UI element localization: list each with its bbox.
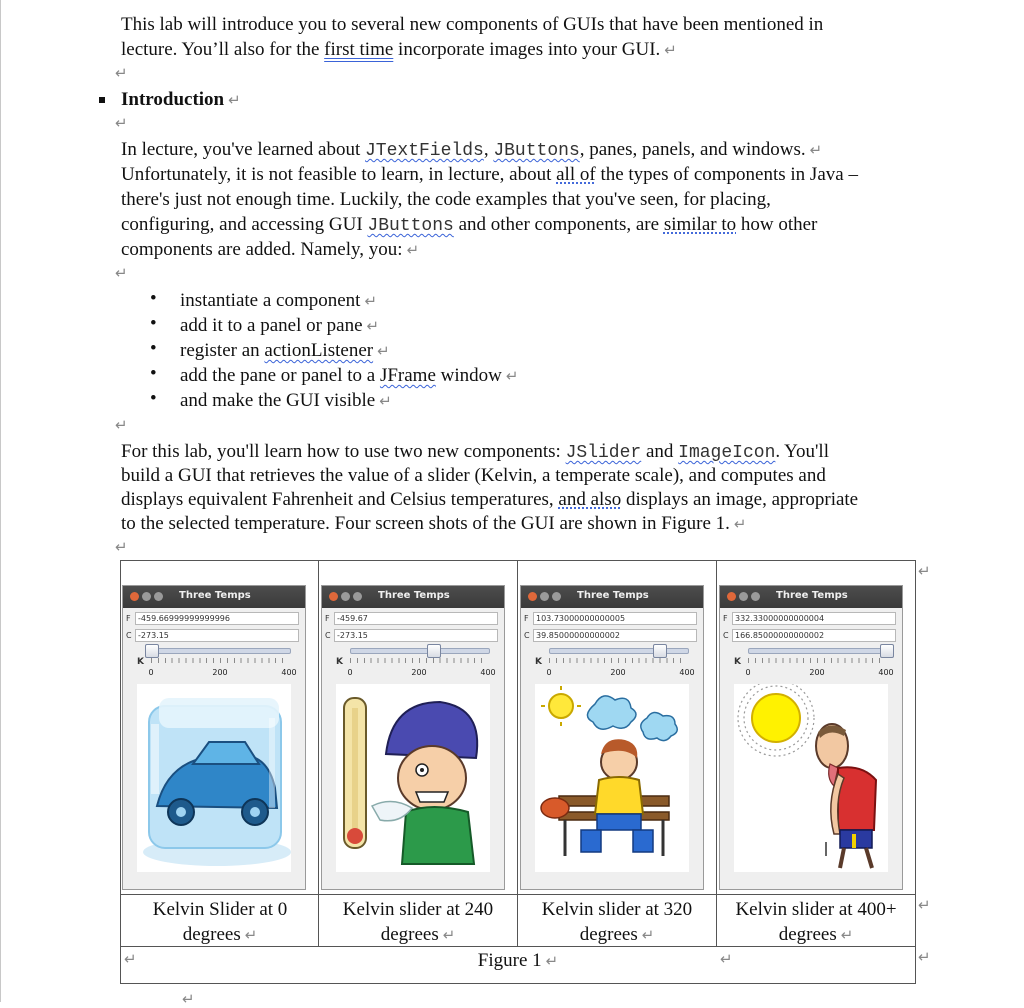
bullet-icon: •	[150, 288, 157, 309]
paragraph-mark-icon: ↵	[244, 926, 258, 944]
maximize-icon[interactable]	[353, 592, 362, 601]
figure-caption	[120, 948, 916, 974]
paragraph-mark-icon: ↵	[366, 317, 380, 335]
caption-cell	[519, 897, 715, 948]
tick-label: 0	[347, 668, 353, 677]
intro-line-2	[121, 37, 677, 63]
window-titlebar	[322, 586, 504, 608]
fahrenheit-label: F	[126, 614, 131, 623]
para3-line-3	[121, 487, 858, 512]
list-item	[180, 338, 390, 364]
para2-line-3: there's just not enough time. Luckily, the code examples that you've seen, for placing,	[121, 189, 771, 210]
text-run: lecture. You’ll also for the	[121, 39, 325, 60]
text-run: displays equivalent Fahrenheit and Celsius temperatures,	[121, 489, 559, 510]
slider-ticks	[549, 658, 687, 663]
text-run: the types of components in Java –	[595, 164, 858, 185]
paragraph-mark-icon: ↵	[809, 141, 823, 159]
celsius-field[interactable]: 166.85000000000002	[732, 629, 896, 642]
paragraph-mark-icon: ↵	[505, 367, 519, 385]
paragraph-mark-icon: ↵	[840, 926, 854, 944]
gui-window	[520, 585, 704, 890]
text-run: . You'll	[775, 441, 829, 462]
tick-label: 0	[148, 668, 154, 677]
tick-label: 200	[610, 668, 626, 677]
list-item	[180, 313, 379, 339]
cold-person-image	[336, 684, 490, 872]
kelvin-label: K	[734, 657, 741, 667]
table-divider	[318, 560, 319, 946]
text-run: degrees	[778, 924, 837, 945]
table-divider	[716, 560, 717, 946]
slider-track[interactable]	[350, 648, 490, 654]
caption-cell	[718, 897, 914, 948]
fahrenheit-field[interactable]: -459.67	[334, 612, 498, 625]
para2-line-2	[121, 162, 858, 187]
shivering-person-illustration	[336, 684, 490, 872]
all-of-phrase: all of	[556, 164, 596, 185]
frozen-car-illustration	[137, 684, 291, 872]
para3-line-2: build a GUI that retrieves the value of a slider (Kelvin, a temperate scale), and computes and	[121, 465, 826, 486]
tick-label: 200	[809, 668, 825, 677]
paragraph-mark-icon: ↵	[377, 342, 390, 360]
frozen-car-image	[137, 684, 291, 872]
tick-label: 400	[480, 668, 496, 677]
celsius-field[interactable]: 39.85000000000002	[533, 629, 697, 642]
tick-label: 400	[281, 668, 297, 677]
row-end-mark-icon: ↵	[918, 948, 931, 966]
celsius-field[interactable]: -273.15	[135, 629, 299, 642]
paragraph-mark-icon: ↵	[664, 41, 677, 59]
heat-exhausted-person-image	[734, 684, 888, 872]
fahrenheit-label: F	[325, 614, 330, 623]
kelvin-label: K	[535, 657, 542, 667]
close-icon[interactable]	[727, 592, 736, 601]
park-bench-image	[535, 684, 689, 872]
para3-line-1	[121, 439, 829, 466]
paragraph-mark-icon: ↵	[124, 950, 137, 968]
intro-line-1: This lab will introduce you to several new components of GUIs that have been mentioned in	[121, 14, 824, 35]
list-item	[180, 363, 518, 389]
text-run: and make the GUI visible	[180, 390, 376, 411]
paragraph-mark-icon: ↵	[115, 416, 128, 434]
slider-thumb[interactable]	[880, 644, 894, 658]
paragraph-mark-icon: ↵	[406, 241, 420, 259]
paragraph-mark-icon: ↵	[641, 926, 655, 944]
jslider-code: JSlider	[565, 443, 642, 463]
similar-to-phrase: similar to	[663, 214, 737, 235]
text-run: Unfortunately, it is not feasible to learn, in lecture, about	[121, 164, 557, 185]
tick-label: 200	[212, 668, 228, 677]
boy-on-bench-illustration	[535, 684, 689, 872]
actionlistener-term: actionListener	[264, 340, 374, 361]
page-edge	[0, 0, 1, 1002]
window-title: Three Temps	[776, 590, 848, 601]
hot-person-illustration	[734, 684, 888, 872]
slider-track[interactable]	[748, 648, 888, 654]
kelvin-label: K	[137, 657, 144, 667]
gui-window	[122, 585, 306, 890]
jframe-term: JFrame	[379, 365, 436, 386]
window-titlebar	[521, 586, 703, 608]
fahrenheit-field[interactable]: 103.73000000000005	[533, 612, 697, 625]
list-item	[180, 288, 377, 314]
fahrenheit-label: F	[524, 614, 529, 623]
maximize-icon[interactable]	[751, 592, 760, 601]
minimize-icon[interactable]	[341, 592, 350, 601]
minimize-icon[interactable]	[540, 592, 549, 601]
window-title: Three Temps	[179, 590, 251, 601]
tick-label: 400	[679, 668, 695, 677]
text-run: displays an image, appropriate	[621, 489, 859, 510]
fahrenheit-label: F	[723, 614, 728, 623]
jbuttons-code: JButtons	[367, 216, 454, 236]
window-titlebar	[123, 586, 305, 608]
caption-cell	[122, 897, 318, 948]
caption-line	[519, 922, 715, 948]
paragraph-mark-icon: ↵	[115, 64, 128, 82]
introduction-heading	[121, 87, 241, 113]
slider-thumb[interactable]	[653, 644, 667, 658]
imageicon-code: ImageIcon	[678, 443, 776, 463]
caption-line	[320, 922, 516, 948]
kelvin-label: K	[336, 657, 343, 667]
jtextfields-code: JTextFields	[365, 141, 484, 161]
bullet-icon: •	[150, 338, 157, 359]
text-run: window	[435, 365, 502, 386]
para2-line-5	[121, 237, 419, 263]
list-item	[180, 388, 392, 414]
paragraph-mark-icon: ↵	[379, 392, 392, 410]
close-icon[interactable]	[528, 592, 537, 601]
gui-window	[719, 585, 903, 890]
bullet-icon: •	[150, 313, 157, 334]
slider-thumb[interactable]	[145, 644, 159, 658]
caption-line: Kelvin slider at 400+	[735, 899, 897, 920]
slider-ticks	[151, 658, 289, 663]
minimize-icon[interactable]	[142, 592, 151, 601]
maximize-icon[interactable]	[552, 592, 561, 601]
minimize-icon[interactable]	[739, 592, 748, 601]
slider-track[interactable]	[151, 648, 291, 654]
paragraph-mark-icon: ↵	[115, 538, 128, 556]
row-end-mark-icon: ↵	[918, 896, 931, 914]
window-title: Three Temps	[378, 590, 450, 601]
text-run: Figure 1	[477, 950, 542, 971]
row-end-mark-icon: ↵	[918, 562, 931, 580]
text-run: , panes, panels, and windows.	[579, 139, 806, 160]
close-icon[interactable]	[329, 592, 338, 601]
first-time-link[interactable]: first time	[324, 39, 394, 60]
text-run: degrees	[579, 924, 638, 945]
text-run: For this lab, you'll learn how to use two new components:	[121, 441, 566, 462]
paragraph-mark-icon: ↵	[545, 952, 559, 970]
text-run: instantiate a component	[180, 290, 361, 311]
celsius-label: C	[126, 631, 132, 640]
caption-line: Kelvin Slider at 0	[152, 899, 288, 920]
fahrenheit-field[interactable]: -459.66999999999996	[135, 612, 299, 625]
text-run: and other components, are	[453, 214, 664, 235]
text-run: and	[641, 441, 679, 462]
caption-cell	[320, 897, 516, 948]
tick-label: 400	[878, 668, 894, 677]
text-run: In lecture, you've learned about	[121, 139, 365, 160]
para2-line-4	[121, 212, 817, 239]
paragraph-mark-icon: ↵	[228, 91, 241, 109]
caption-line: Kelvin slider at 320	[541, 899, 693, 920]
text-run: how other	[736, 214, 818, 235]
para3-line-4	[121, 511, 746, 537]
caption-line	[122, 922, 318, 948]
text-run: to the selected temperature. Four screen shots of the GUI are shown in Figure 1.	[121, 513, 730, 534]
tick-label: 0	[546, 668, 552, 677]
text-run: add the pane or panel to a	[180, 365, 380, 386]
and-also-phrase: and also	[558, 489, 622, 510]
bullet-icon: •	[150, 363, 157, 384]
text-run: components are added. Namely, you:	[121, 239, 403, 260]
caption-line	[718, 922, 914, 948]
text-run: register an	[180, 340, 265, 361]
text-run: degrees	[380, 924, 439, 945]
text-run: add it to a panel or pane	[180, 315, 363, 336]
square-bullet-icon	[99, 97, 105, 103]
celsius-label: C	[723, 631, 729, 640]
table-divider	[120, 894, 916, 895]
close-icon[interactable]	[130, 592, 139, 601]
paragraph-mark-icon: ↵	[115, 264, 128, 282]
celsius-label: C	[325, 631, 331, 640]
slider-thumb[interactable]	[427, 644, 441, 658]
text-run: incorporate images into your GUI.	[393, 39, 661, 60]
bullet-icon: •	[150, 388, 157, 409]
gui-window	[321, 585, 505, 890]
celsius-label: C	[524, 631, 530, 640]
paragraph-mark-icon: ↵	[182, 990, 195, 1008]
table-divider	[517, 560, 518, 946]
slider-ticks	[748, 658, 886, 663]
paragraph-mark-icon: ↵	[720, 950, 733, 968]
paragraph-mark-icon: ↵	[733, 515, 747, 533]
text-run: configuring, and accessing GUI	[121, 214, 368, 235]
slider-ticks	[350, 658, 488, 663]
text-run: degrees	[182, 924, 241, 945]
tick-label: 200	[411, 668, 427, 677]
heading-text: Introduction	[121, 89, 225, 110]
paragraph-mark-icon: ↵	[442, 926, 456, 944]
paragraph-mark-icon: ↵	[364, 292, 378, 310]
celsius-field[interactable]: -273.15	[334, 629, 498, 642]
slider-track[interactable]	[549, 648, 689, 654]
maximize-icon[interactable]	[154, 592, 163, 601]
para2-line-1	[121, 137, 822, 164]
window-title: Three Temps	[577, 590, 649, 601]
fahrenheit-field[interactable]: 332.33000000000004	[732, 612, 896, 625]
paragraph-mark-icon: ↵	[115, 114, 128, 132]
text-run: ,	[483, 139, 494, 160]
caption-line: Kelvin slider at 240	[342, 899, 494, 920]
tick-label: 0	[745, 668, 751, 677]
window-titlebar	[720, 586, 902, 608]
jbuttons-code: JButtons	[493, 141, 580, 161]
